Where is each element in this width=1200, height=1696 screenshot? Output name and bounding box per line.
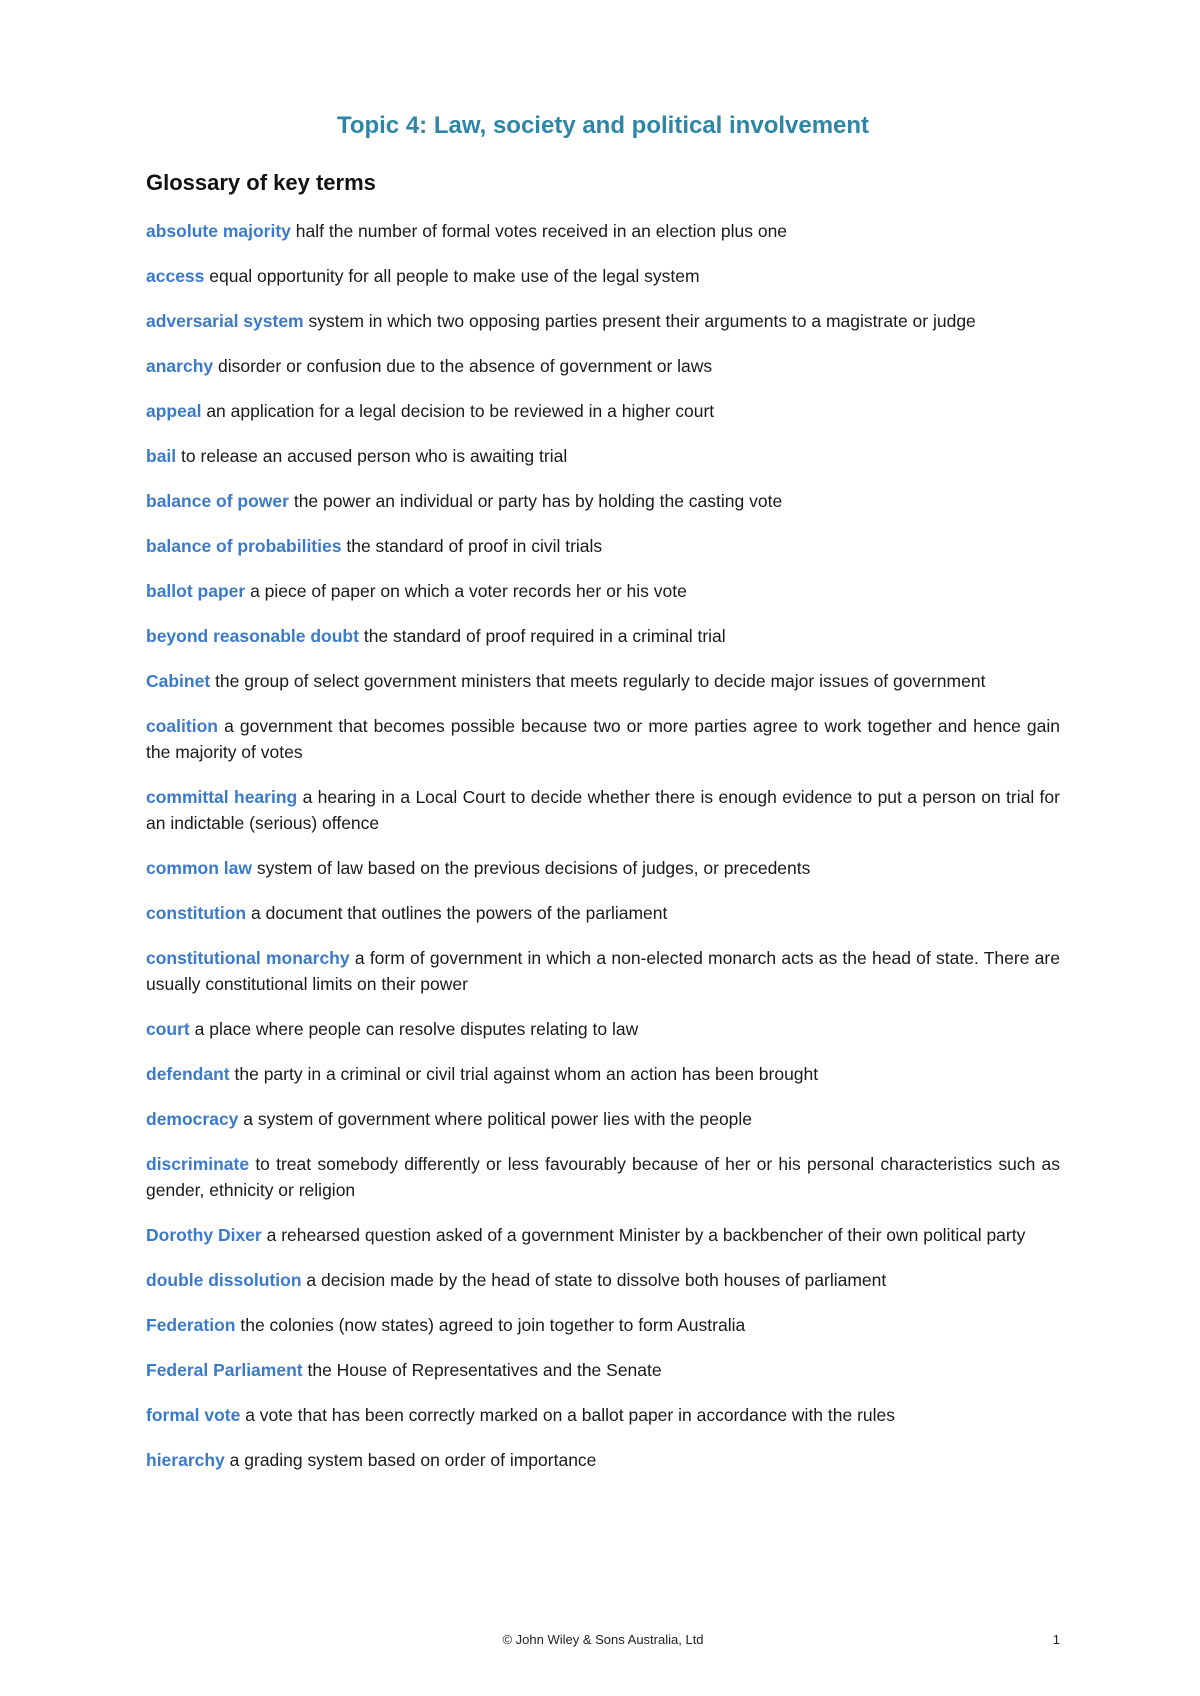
glossary-term: constitutional monarchy [146, 948, 350, 968]
glossary-entry [146, 784, 1060, 836]
glossary-entry [146, 623, 1060, 649]
glossary-term: democracy [146, 1109, 239, 1129]
glossary-definition: equal opportunity for all people to make use of the legal system [209, 266, 700, 286]
glossary-entry [146, 1016, 1060, 1042]
glossary-definition: half the number of formal votes received in an election plus one [295, 221, 788, 241]
glossary-term: bail [146, 446, 177, 466]
glossary-entry [146, 1447, 1060, 1473]
page-title: Topic 4: Law, society and political involvement [336, 112, 870, 139]
glossary-term: defendant [146, 1064, 230, 1084]
glossary-entry [146, 1267, 1060, 1293]
glossary-term: formal vote [146, 1405, 241, 1425]
glossary-definition: a system of government where political power lies with the people [243, 1109, 753, 1129]
glossary-definition: the power an individual or party has by holding the casting vote [293, 491, 783, 511]
glossary-entry [146, 578, 1060, 604]
glossary-entry [146, 1312, 1060, 1338]
glossary-definition: a document that outlines the powers of the parliament [251, 903, 668, 923]
copyright-notice: © John Wiley & Sons Australia, Ltd [502, 1632, 704, 1647]
glossary-entry [146, 398, 1060, 424]
glossary-definition: the standard of proof required in a criminal trial [363, 626, 726, 646]
glossary-entry [146, 533, 1060, 559]
glossary-entry [146, 488, 1060, 514]
glossary-term: ballot paper [146, 581, 246, 601]
glossary-entry [146, 443, 1060, 469]
glossary-term: Federal Parliament [146, 1360, 303, 1380]
glossary-definition: a piece of paper on which a voter records her or his vote [250, 581, 687, 601]
section-heading: Glossary of key terms [146, 170, 376, 195]
glossary-definition: the House of Representatives and the Senate [307, 1360, 662, 1380]
glossary-term: constitution [146, 903, 247, 923]
glossary-term: common law [146, 858, 252, 878]
glossary-term: committal hearing [146, 787, 298, 807]
glossary-definition: a hearing in a Local Court to decide whether there is enough evidence to put a person on trial for an indictable (serious) offence [146, 787, 1060, 833]
glossary-entry [146, 713, 1060, 765]
glossary-entry [146, 353, 1060, 379]
glossary-entry [146, 1222, 1060, 1248]
glossary-definition: a rehearsed question asked of a government Minister by a backbencher of their own political party [266, 1225, 1026, 1245]
document-page [146, 112, 1060, 1492]
glossary-definition: a grading system based on order of importance [229, 1450, 597, 1470]
glossary-entry [146, 1061, 1060, 1087]
glossary-term: anarchy [146, 356, 214, 376]
glossary-entry [146, 855, 1060, 881]
glossary-definition: a form of government in which a non-elected monarch acts as the head of state. There are usually constitutional limits on their power [146, 948, 1060, 994]
glossary-definition: system of law based on the previous decisions of judges, or precedents [256, 858, 811, 878]
glossary-term: double dissolution [146, 1270, 302, 1290]
glossary-term: beyond reasonable doubt [146, 626, 359, 646]
glossary-term: balance of power [146, 491, 289, 511]
glossary-term: access [146, 266, 205, 286]
glossary-definition: a government that becomes possible because two or more parties agree to work together and hence gain the majority of votes [146, 716, 1060, 762]
glossary-term: coalition [146, 716, 218, 736]
glossary-definition: the standard of proof in civil trials [346, 536, 603, 556]
glossary-definition: a place where people can resolve disputes relating to law [194, 1019, 639, 1039]
glossary-definition: the party in a criminal or civil trial against whom an action has been brought [234, 1064, 819, 1084]
glossary-term: Dorothy Dixer [146, 1225, 262, 1245]
glossary-entry [146, 900, 1060, 926]
glossary-definition: to release an accused person who is awaiting trial [181, 446, 568, 466]
glossary-entry [146, 1357, 1060, 1383]
glossary-term: hierarchy [146, 1450, 225, 1470]
glossary-term: appeal [146, 401, 202, 421]
glossary-definition: a decision made by the head of state to dissolve both houses of parliament [306, 1270, 887, 1290]
glossary-term: absolute majority [146, 221, 291, 241]
glossary-definition: disorder or confusion due to the absence of government or laws [218, 356, 713, 376]
page-number: 1 [1052, 1632, 1060, 1647]
glossary-term: Cabinet [146, 671, 211, 691]
glossary-entry [146, 668, 1060, 694]
glossary-entry [146, 263, 1060, 289]
glossary-term: adversarial system [146, 311, 304, 331]
glossary-term: court [146, 1019, 190, 1039]
glossary-definition: system in which two opposing parties present their arguments to a magistrate or judge [308, 311, 976, 331]
glossary-term: Federation [146, 1315, 236, 1335]
glossary-entry [146, 218, 1060, 244]
glossary-definition: the colonies (now states) agreed to join together to form Australia [240, 1315, 746, 1335]
glossary-list [146, 218, 1060, 1473]
glossary-term: discriminate [146, 1154, 250, 1174]
glossary-definition: a vote that has been correctly marked on a ballot paper in accordance with the rules [245, 1405, 896, 1425]
glossary-entry [146, 1106, 1060, 1132]
glossary-definition: the group of select government ministers that meets regularly to decide major issues of government [215, 671, 986, 691]
glossary-definition: to treat somebody differently or less favourably because of her or his personal characteristics such as gender, ethnicity or religion [146, 1154, 1060, 1200]
glossary-entry [146, 1151, 1060, 1203]
glossary-entry [146, 945, 1060, 997]
glossary-term: balance of probabilities [146, 536, 342, 556]
glossary-definition: an application for a legal decision to be reviewed in a higher court [206, 401, 715, 421]
glossary-entry [146, 1402, 1060, 1428]
glossary-entry [146, 308, 1060, 334]
